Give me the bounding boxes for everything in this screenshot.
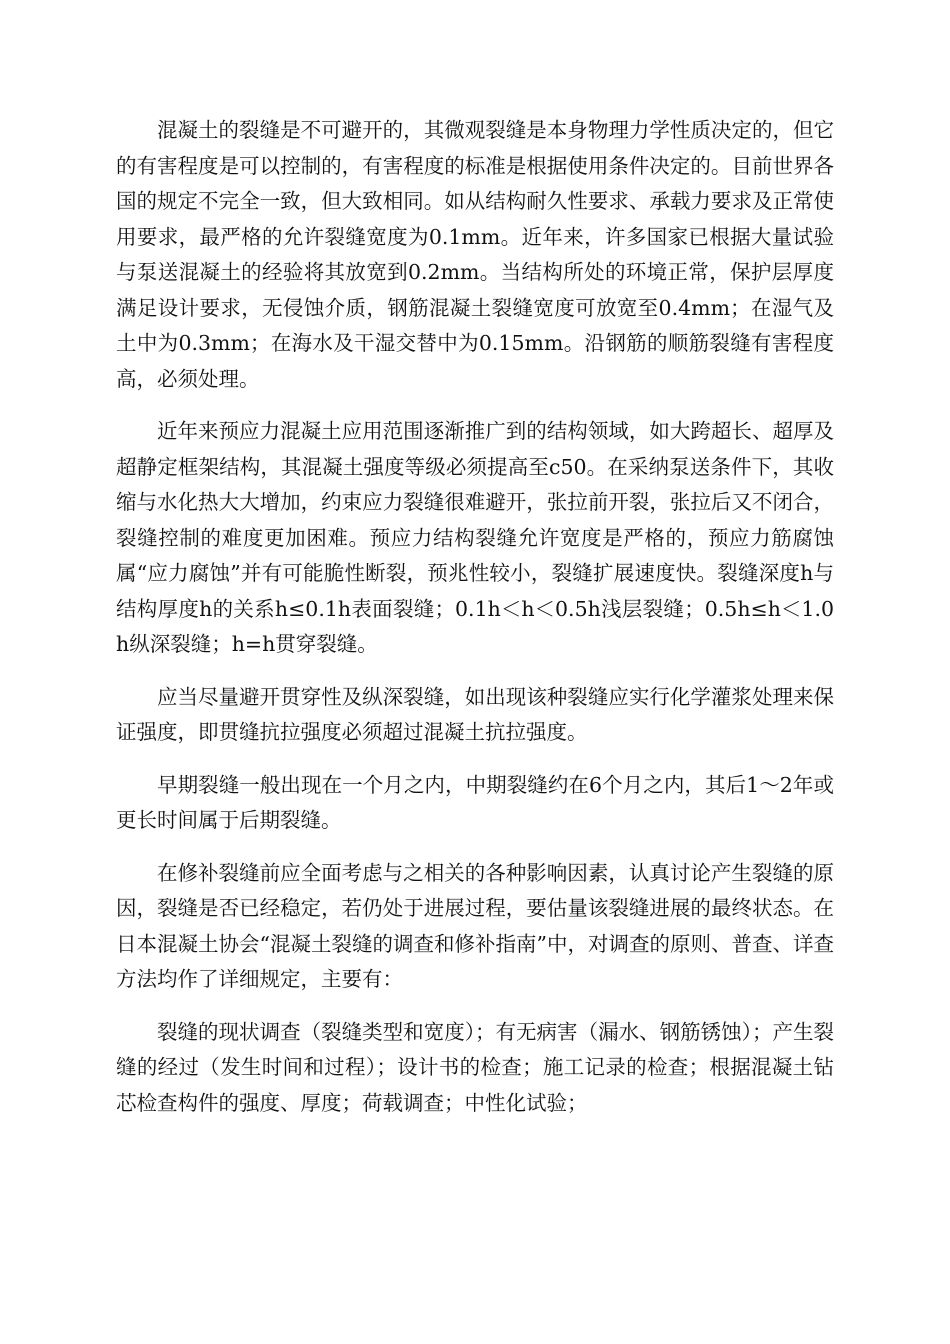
paragraph-crack-width-standards: 混凝土的裂缝是不可避开的，其微观裂缝是本身物理力学性质决定的，但它的有害程度是可以控制的，有害程度的标准是根据使用条件决定的。目前世界各国的规定不完全一致，但大致相同。如从结构耐久性要求、承载力要求及正常使用要求，最严格的允许裂缝宽度为0.1mm。近年来，许多国家已根据大量试验与泵送混凝土的经验将其放宽到0.2mm。当结构所处的环境正常，保护层厚度满足设计要求，无侵蚀介质，钢筋混凝土裂缝宽度可放宽至0.4mm；在湿气及土中为0.3mm；在海水及干湿交替中为0.15mm。沿钢筋的顺筋裂缝有害程度高，必须处理。	[116, 118, 834, 391]
paragraph-crack-timing: 早期裂缝一般出现在一个月之内，中期裂缝约在6个月之内，其后1～2年或更长时间属于后期裂缝。	[116, 772, 834, 832]
paragraph-repair-considerations: 在修补裂缝前应全面考虑与之相关的各种影响因素，认真讨论产生裂缝的原因，裂缝是否已经稳定，若仍处于进展过程，要估量该裂缝进展的最终状态。在日本混凝土协会“混凝土裂缝的调查和修补指南”中，对调查的原则、普查、详查方法均作了详细规定，主要有：	[116, 860, 834, 991]
paragraph-survey-items: 裂缝的现状调查（裂缝类型和宽度）；有无病害（漏水、钢筋锈蚀）；产生裂缝的经过（发生时间和过程）；设计书的检查；施工记录的检查；根据混凝土钻芯检查构件的强度、厚度；荷载调查；中性化试验；	[116, 1019, 834, 1115]
paragraph-prestressed-concrete: 近年来预应力混凝土应用范围逐渐推广到的结构领域，如大跨超长、超厚及超静定框架结构，其混凝土强度等级必须提高至c50。在采纳泵送条件下，其收缩与水化热大大增加，约束应力裂缝很难避开，张拉前开裂，张拉后又不闭合，裂缝控制的难度更加困难。预应力结构裂缝允许宽度是严格的，预应力筋腐蚀属“应力腐蚀”并有可能脆性断裂，预兆性较小，裂缝扩展速度快。裂缝深度h与结构厚度h的关系h≤0.1h表面裂缝；0.1h＜h＜0.5h浅层裂缝；0.5h≤h＜1.0h纵深裂缝；h=h贯穿裂缝。	[116, 419, 834, 656]
document-body	[116, 113, 834, 1138]
paragraph-avoid-through-cracks: 应当尽量避开贯穿性及纵深裂缝，如出现该种裂缝应实行化学灌浆处理来保证强度，即贯缝抗拉强度必须超过混凝土抗拉强度。	[116, 684, 834, 744]
